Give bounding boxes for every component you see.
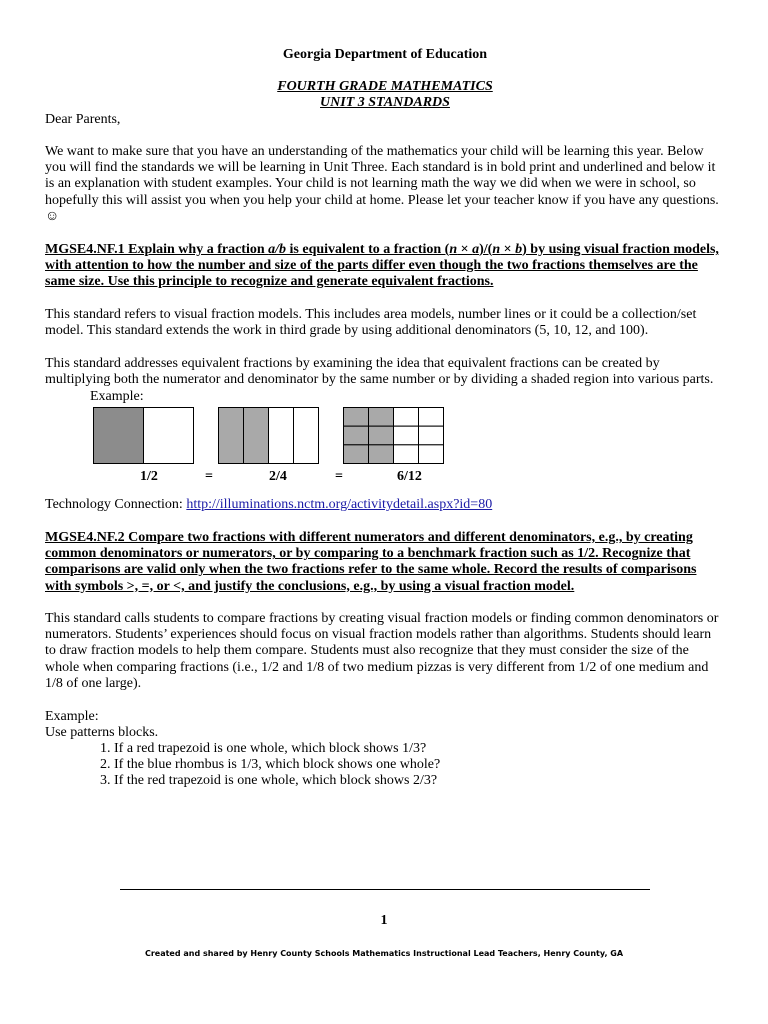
document-title: Georgia Department of Education: [282, 47, 488, 62]
smiley-icon: ☺: [45, 208, 60, 224]
fraction-cell: [394, 408, 419, 427]
standard-nf1-title: MGSE4.NF.1 Explain why a fraction a/b is equivalent to a fraction (n × a)/(n × b) by using visual fraction models, with attention to how the number and size of the parts differ even though the two fractions themselves are the same size. Use this principle to recognize and generate equivalent fractions.: [45, 242, 719, 290]
page-number: 1: [380, 913, 388, 928]
standard-nf1-para2: This standard addresses equivalent fractions by examining the idea that equivalent fractions can be created by multiplying both the numerator and denominator by the same number or by dividing a shaded region into various parts.: [45, 356, 714, 388]
list-item: 1. If a red trapezoid is one whole, which block shows 1/3?: [100, 741, 427, 756]
fraction-cell: [344, 408, 369, 427]
intro-text: We want to make sure that you have an understanding of the mathematics your child will be learning this year. Below you will find the standards we will be learning in Unit Three. Each standard is in bold print and underlined and below it is an explanation with student examples. Your child is not learning math the way we did when we were in school, so hopefully this will assist you when you help your child at home. Please let your teacher know if you have any questions.: [45, 144, 719, 208]
equals-sign-2: =: [335, 469, 343, 484]
unit-heading-line2: UNIT 3 STANDARDS: [320, 95, 450, 110]
fraction-cell: [344, 426, 369, 445]
tech-label: Technology Connection:: [45, 497, 187, 512]
footer-divider: [120, 889, 650, 890]
fraction-cell: [269, 408, 294, 464]
greeting: Dear Parents,: [45, 112, 121, 127]
fraction-cell: [294, 408, 319, 464]
fraction-cell: [369, 408, 394, 427]
fraction-cell: [419, 445, 444, 464]
example-label-2: Example:: [45, 709, 99, 724]
standard-nf1-para1: This standard refers to visual fraction models. This includes area models, number lines or it could be a collection/set model. This standard extends the work in third grade by using additional denominators (5, 10, 12, and 100).: [45, 307, 697, 339]
illuminations-link[interactable]: http://illuminations.nctm.org/activitydetail.aspx?id=80: [186, 497, 493, 512]
fraction-cell: [344, 445, 369, 464]
fraction-cell: [219, 408, 244, 464]
fraction-cell: [394, 445, 419, 464]
fraction-cell: [419, 426, 444, 445]
fraction-label-six-twelfths: 6/12: [397, 469, 422, 484]
fraction-cell: [369, 426, 394, 445]
example-intro: Use patterns blocks.: [45, 725, 159, 740]
list-item: 3. If the red trapezoid is one whole, which block shows 2/3?: [100, 773, 438, 789]
question-list: [100, 741, 440, 790]
fraction-label-half: 1/2: [140, 469, 158, 484]
technology-connection: [45, 497, 725, 513]
example-label-1: Example:: [90, 389, 144, 404]
fraction-models-figure: [93, 407, 453, 467]
fraction-cell: [394, 426, 419, 445]
footer-credit: Created and shared by Henry County Schools Mathematics Instructional Lead Teachers, Henry County, GA: [144, 949, 624, 958]
fraction-cell: [144, 408, 194, 464]
fraction-label-two-fourths: 2/4: [269, 469, 287, 484]
fraction-cell: [419, 408, 444, 427]
equals-sign-1: =: [205, 469, 213, 484]
fraction-cell: [369, 445, 394, 464]
unit-heading-line1: FOURTH GRADE MATHEMATICS: [277, 79, 493, 94]
fraction-cell: [244, 408, 269, 464]
fraction-cell: [94, 408, 144, 464]
standard-nf2-para1: This standard calls students to compare fractions by creating visual fraction models or finding common denominators or numerators. Students’ experiences should focus on visual fraction models rather than algorithms. Students should learn to draw fraction models to help them compare. Students must also recognize that they must consider the size of the whole when comparing fractions (i.e., 1/2 and 1/8 of two medium pizzas is very different from 1/2 of one medium and 1/8 of one large).: [45, 611, 719, 691]
list-item: 2. If the blue rhombus is 1/3, which block shows one whole?: [100, 757, 441, 773]
standard-nf2-title: MGSE4.NF.2 Compare two fractions with different numerators and different denominators, e.g., by creating common denominators or numerators, or by comparing to a benchmark fraction such as 1/2. Recognize that comparisons are valid only when the two fractions refer to the same whole. Record the results of comparisons with symbols >, =, or <, and justify the conclusions, e.g., by using a visual fraction model.: [45, 530, 697, 594]
intro-paragraph: [45, 144, 725, 225]
